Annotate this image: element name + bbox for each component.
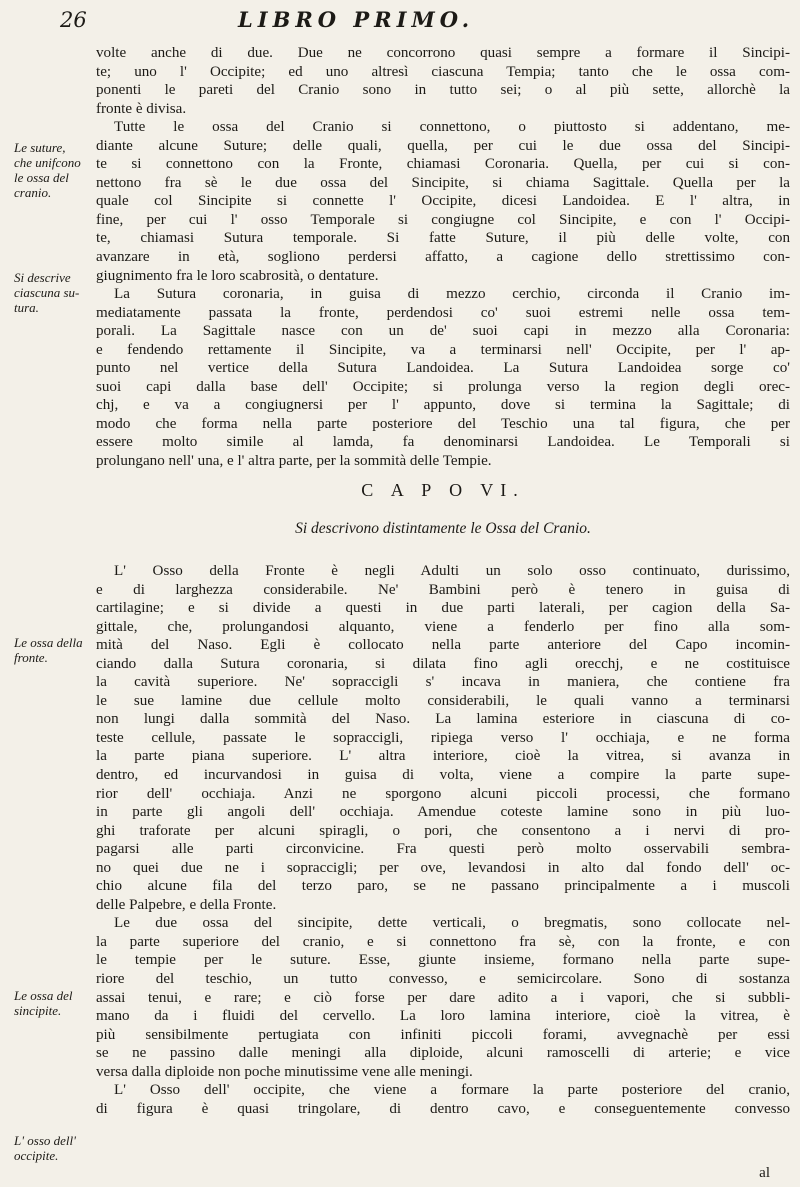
text-line: chj, e va a congiugnersi per l' appunto, dove si termina la Sagittale; di xyxy=(96,397,790,414)
text-line: nettono fra sè le due ossa del Sincipite, si chiama Sagittale. Quella per la xyxy=(96,174,790,191)
text-line: rior dell' occhiaja. Anzi ne sporgono alcuni piccoli processi, che formano xyxy=(96,785,790,802)
text-line: e di larghezza considerabile. Ne' Bambini però è tenero in guisa di xyxy=(96,581,790,598)
text-line: non lungi dalla sommità del Naso. La lamina esteriore in ciascuna di co- xyxy=(96,711,790,728)
text-line: prolungano nell' una, e l' altra parte, per la sommità delle Tempie. xyxy=(96,453,492,470)
text-line: delle Palpebre, e della Fronte. xyxy=(96,896,277,913)
text-line: assai tenui, e rare; e ciò forse per dare adito a i vapori, che si subbli- xyxy=(96,989,790,1006)
text-line: le sue lamine due cellule molto considerabili, le quali vanno a terminarsi xyxy=(96,692,790,709)
text-line: avanzare in età, sogliono perdersi affatto, a cagione dello strettissimo con- xyxy=(96,249,790,266)
text-line: più sensibilmente pertugiata con infiniti piccoli forami, avvegnachè per essi xyxy=(96,1026,790,1043)
text-line: mità del Naso. Egli è collocato nella parte anteriore del Capo incomin- xyxy=(96,637,790,654)
text-line: punto nel vertice della Sutura Landoidea. La Sutura Landoidea sorge co' xyxy=(96,360,790,377)
text-line: versa dalla diploide non poche minutissime vene alle meningi. xyxy=(96,1063,473,1080)
text-line: la cavità superiore. Ne' sopraccigli s' incava in maniera, che contiene fra xyxy=(96,674,790,691)
text-line: mediatamente passata la fronte, perdendosi co' suoi estremi nelle ossa tem- xyxy=(96,304,790,321)
text-line: Tutte le ossa del Cranio si connettono, o piuttosto si addentano, me- xyxy=(114,119,790,136)
running-title: LIBRO PRIMO. xyxy=(238,7,475,32)
text-line: ponenti le pareti del Cranio sono in tutto sei; o al più sette, allorchè la xyxy=(96,82,790,99)
page-header xyxy=(0,4,800,40)
text-line: L' Osso della Fronte è negli Adulti un solo osso continuato, durissimo, xyxy=(114,563,790,579)
text-line: ghi traforate per alcuni spiragli, o pori, che consentono a i nervi di pro- xyxy=(96,822,790,839)
text-line: te si connettono con la Fronte, chiamasi Coronaria. Quella, per cui si con- xyxy=(96,156,790,173)
text-line: mano da i fluidi del cervello. La loro lamina interiore, cioè la vitrea, è xyxy=(96,1008,790,1025)
text-line: porali. La Sagittale nasce con un de' suoi capi in mezzo alla Coronaria: xyxy=(96,323,790,340)
text-line: fronte è divisa. xyxy=(96,100,187,117)
text-line: chio alcune fila del terzo paro, se ne passano principalmente a i muscoli xyxy=(96,878,790,895)
margin-note-sincipite: Le ossa del sincipite. xyxy=(14,988,73,1018)
chapter-title: C A P O VI. xyxy=(361,480,525,500)
text-line: diante alcune Suture; delle quali, quella, per cui le due ossa del Sincipi- xyxy=(96,137,790,154)
margin-note-suture: Le suture, che unifcono le ossa del cranio. xyxy=(14,140,81,200)
text-line: quale col Sincipite si connette l' Occipite, dicesi Landoidea. E l' altra, in xyxy=(96,193,790,210)
text-line: se ne passino dalle meningi alla diploide, alcuni ramoscelli di arterie; e vice xyxy=(96,1045,790,1062)
text-line: gittale, che, prolungandosi alquanto, viene a fenderlo per fino alla som- xyxy=(96,618,790,635)
margin-note-fronte: Le ossa della fronte. xyxy=(14,635,83,665)
text-line: dentro, ed incurvandosi in guisa di volta, viene a compire la parte supe- xyxy=(96,767,790,784)
page-number: 26 xyxy=(60,8,87,32)
text-line: fine, per cui l' osso Temporale si congiugne col Sincipite, e con l' Occipi- xyxy=(96,211,790,228)
text-line: volte anche di due. Due ne concorrono quasi sempre a formare il Sincipi- xyxy=(96,45,790,61)
text-line: L' Osso dell' occipite, che viene a formare la parte posteriore del cranio, xyxy=(114,1082,790,1099)
text-line: modo che forma nella parte posteriore del Teschio una tal figura, che per xyxy=(96,415,790,432)
text-line: Le due ossa del sincipite, dette verticali, o bregmatis, sono collocate nel- xyxy=(114,915,790,932)
text-line: riore del teschio, un tutto convesso, e semicircolare. Sono di sostanza xyxy=(96,971,790,988)
text-line: La Sutura coronaria, in guisa di mezzo cerchio, circonda il Cranio im- xyxy=(114,286,790,303)
text-line: teste cellule, passate le sopraccigli, ripiega verso l' occhiaja, e ne forma xyxy=(96,729,790,746)
text-line: suoi capi dalla base dell' Occipite; si prolunga verso la region degli orec- xyxy=(96,378,790,395)
text-line: in parte gli angoli dell' occhiaja. Amendue coteste lamine sono in più luo- xyxy=(96,804,790,821)
margin-note-occipite: L' osso dell' occipite. xyxy=(14,1133,76,1163)
catchword: al xyxy=(759,1165,770,1181)
text-line: te; uno l' Occipite; ed uno altresì ciascuna Tempia; tanto che le ossa com- xyxy=(96,63,790,80)
margin-note-sutura: Si descrive ciascuna su- tura. xyxy=(14,270,80,315)
chapter-subtitle: Si descrivono distintamente le Ossa del Cranio. xyxy=(295,520,591,537)
text-line: te, chiamasi Sutura temporale. Si fatte Suture, il più delle volte, con xyxy=(96,230,790,247)
text-line: la parte piana superiore. L' altra interiore, cioè la vitrea, si avanza in xyxy=(96,748,790,765)
text-line: e fendendo rettamente il Sincipite, va a terminarsi nell' Occipite, per l' ap- xyxy=(96,341,790,358)
text-line: ciando dalla Sutura coronaria, si dilata fino agli orecchj, e ne costituisce xyxy=(96,655,790,672)
text-line: la parte superiore del cranio, e si connettono fra sè, con la fronte, e con xyxy=(96,933,790,950)
text-line: pagarsi alle parti circonvicine. Fra questi però molto osservabili sembra- xyxy=(96,841,790,858)
text-line: le tempie per le suture. Esse, giunte insieme, formano nella parte supe- xyxy=(96,952,790,969)
text-block-suture xyxy=(96,44,790,471)
text-line: no quei due ne i sopraccigli; per ove, levandosi in alto dal fondo dell' oc- xyxy=(96,859,790,876)
text-line: di figura è quasi tringolare, di dentro cavo, e conseguentemente convesso xyxy=(96,1100,790,1117)
text-block-ossa xyxy=(96,562,790,1118)
text-line: cartilagine; e si divide a questi in due parti laterali, per cagion della Sa- xyxy=(96,600,790,617)
text-line: giugnimento fra le loro scabrosità, o dentature. xyxy=(96,267,379,284)
text-line: essere molto simile al lamda, fa denominarsi Landoidea. Le Temporali si xyxy=(96,434,790,451)
